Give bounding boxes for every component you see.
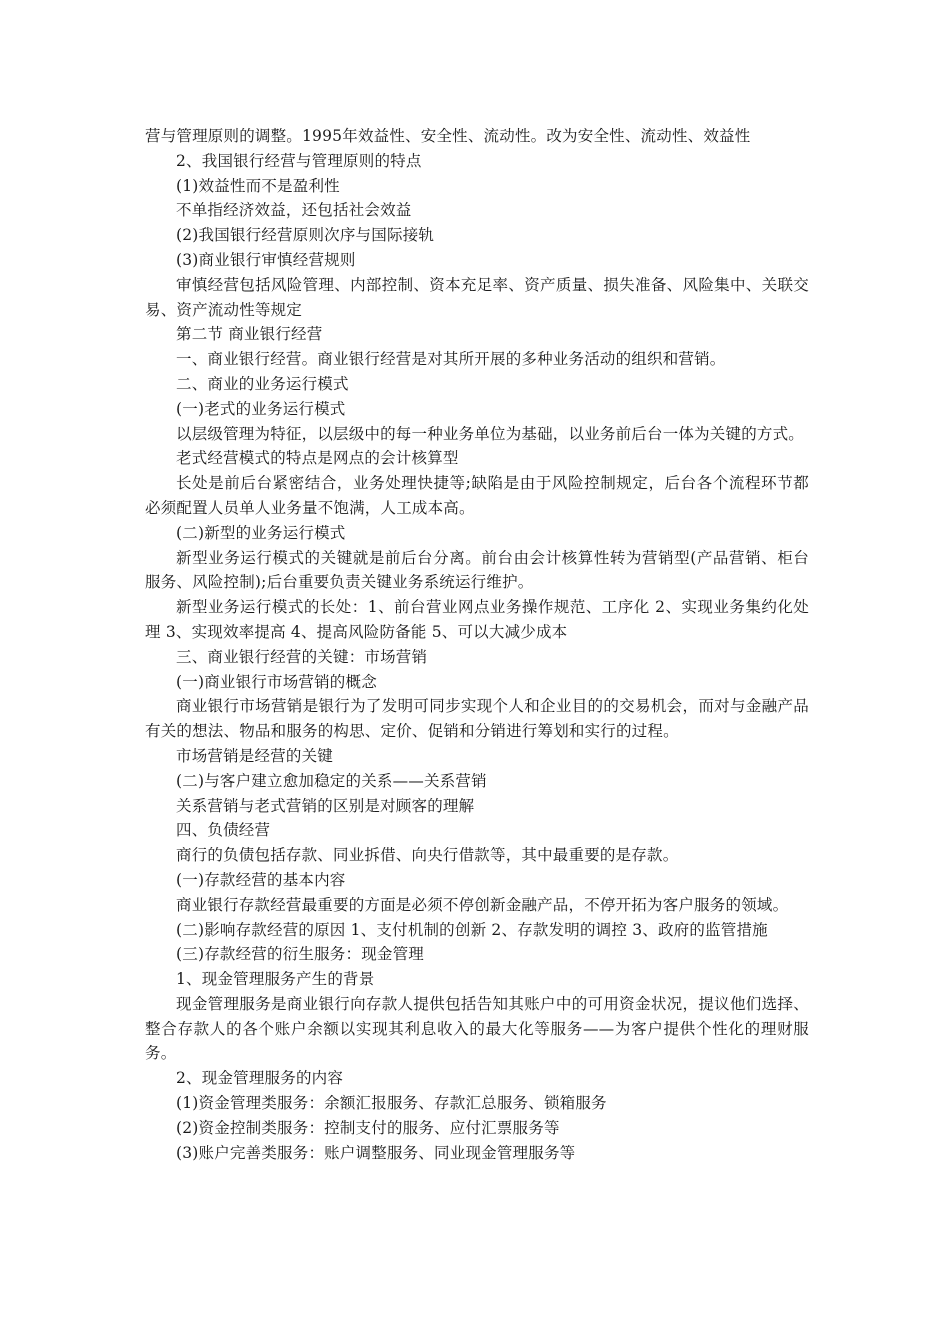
paragraph: 老式经营模式的特点是网点的会计核算型 <box>176 449 459 468</box>
paragraph: 市场营销是经营的关键 <box>176 746 334 765</box>
paragraph: 四、负债经营 <box>176 821 271 840</box>
paragraph: 新型业务运行模式的关键就是前后台分离。前台由会计核算性转为营销型(产品营销、柜台服务、风险控制);后台重要负责关键业务系统运行维护。 <box>145 548 809 592</box>
paragraph: 2、我国银行经营与管理原则的特点 <box>176 151 422 170</box>
paragraph: 审慎经营包括风险管理、内部控制、资本充足率、资产质量、损失准备、风险集中、关联交易、资产流动性等规定 <box>145 275 809 319</box>
paragraph: 现金管理服务是商业银行向存款人提供包括告知其账户中的可用资金状况，提议他们选择、整合存款人的各个账户余额以实现其利息收入的最大化等服务——为客户提供个性化的理财服务。 <box>145 994 809 1063</box>
paragraph: (一)存款经营的基本内容 <box>176 870 346 889</box>
paragraph: (2)我国银行经营原则次序与国际接轨 <box>176 226 435 245</box>
paragraph-continuation: 营与管理原则的调整。1995年效益性、安全性、流动性。改为安全性、流动性、效益性 <box>145 127 751 145</box>
paragraph: 商行的负债包括存款、同业拆借、向央行借款等，其中最重要的是存款。 <box>176 846 679 865</box>
paragraph: 新型业务运行模式的长处：1、前台营业网点业务操作规范、工序化 2、实现业务集约化处理 3、实现效率提高 4、提高风险防备能 5、可以大减少成本 <box>145 598 809 641</box>
paragraph: 1、现金管理服务产生的背景 <box>176 970 375 989</box>
paragraph: 以层级管理为特征，以层级中的每一种业务单位为基础，以业务前后台一体为关键的方式。 <box>176 424 805 443</box>
paragraph: (一)商业银行市场营销的概念 <box>176 672 377 691</box>
paragraph: 关系营销与老式营销的区别是对顾客的理解 <box>176 796 475 815</box>
paragraph: 2、现金管理服务的内容 <box>176 1069 344 1088</box>
paragraph: 一、商业银行经营。商业银行经营是对其所开展的多种业务活动的组织和营销。 <box>176 350 726 369</box>
paragraph: 二、商业的业务运行模式 <box>176 374 349 393</box>
paragraph: (二)新型的业务运行模式 <box>176 523 346 542</box>
paragraph: (三)存款经营的衍生服务：现金管理 <box>176 945 424 964</box>
section-heading: 第二节 商业银行经营 <box>176 325 323 344</box>
paragraph: 三、商业银行经营的关键：市场营销 <box>176 647 428 666</box>
paragraph: 商业银行存款经营最重要的方面是必须不停创新金融产品，不停开拓为客户服务的领域。 <box>176 895 789 914</box>
paragraph: (2)资金控制类服务：控制支付的服务、应付汇票服务等 <box>176 1118 560 1137</box>
paragraph: 商业银行市场营销是银行为了发明可同步实现个人和企业目的的交易机会，而对与金融产品有关的想法、物品和服务的构思、定价、促销和分销进行筹划和实行的过程。 <box>145 697 809 741</box>
paragraph: (二)与客户建立愈加稳定的关系——关系营销 <box>176 771 487 790</box>
paragraph: (二)影响存款经营的原因 1、支付机制的创新 2、存款发明的调控 3、政府的监管措施 <box>176 920 768 939</box>
paragraph: (一)老式的业务运行模式 <box>176 399 346 418</box>
paragraph: (1)资金管理类服务：余额汇报服务、存款汇总服务、锁箱服务 <box>176 1094 607 1113</box>
paragraph: (3)账户完善类服务：账户调整服务、同业现金管理服务等 <box>176 1143 576 1162</box>
document-body <box>145 124 809 1165</box>
paragraph: 长处是前后台紧密结合，业务处理快捷等;缺陷是由于风险控制规定，后台各个流程环节都必须配置人员单人业务量不饱满，人工成本高。 <box>145 474 809 517</box>
paragraph: (1)效益性而不是盈利性 <box>176 176 340 195</box>
paragraph: 不单指经济效益，还包括社会效益 <box>176 201 412 220</box>
paragraph: (3)商业银行审慎经营规则 <box>176 250 356 269</box>
